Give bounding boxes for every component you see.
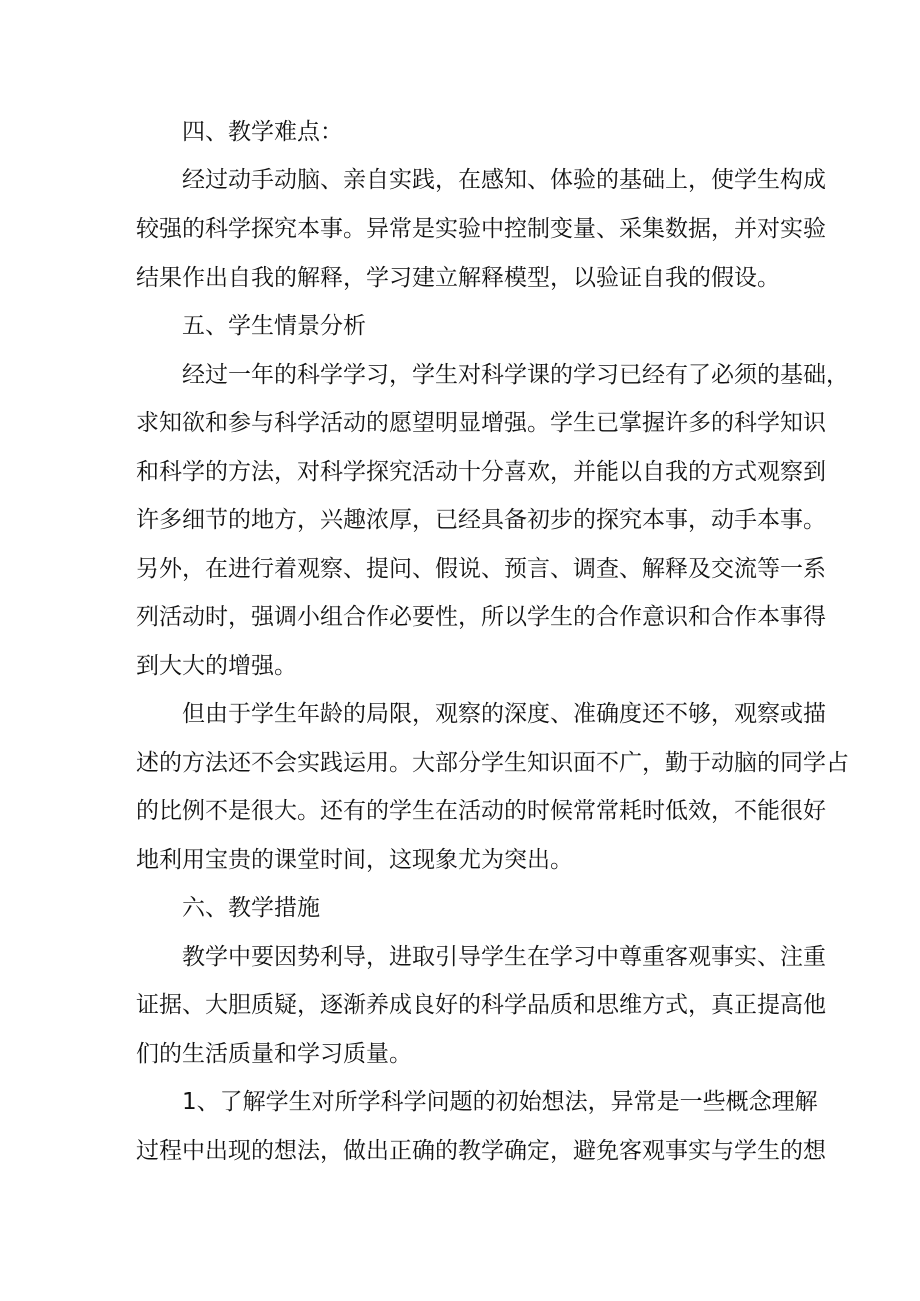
paragraph-line: 但由于学生年龄的局限，观察的深度、准确度还不够，观察或描 — [182, 701, 826, 727]
paragraph-line: 许多细节的地方，兴趣浓厚，已经具备初步的探究本事，动手本事。 — [136, 507, 826, 533]
paragraph-line: 结果作出自我的解释，学习建立解释模型，以验证自我的假设。 — [136, 265, 780, 291]
paragraph-line: 地利用宝贵的课堂时间，这现象尤为突出。 — [136, 847, 573, 873]
paragraph-line: 的比例不是很大。还有的学生在活动的时候常常耗时低效，不能很好 — [136, 798, 826, 824]
paragraph-line: 另外，在进行着观察、提问、假说、预言、调查、解释及交流等一系 — [136, 556, 826, 582]
section-heading-teaching-measures: 六、教学措施 — [182, 895, 320, 921]
paragraph-line: 较强的科学探究本事。异常是实验中控制变量、采集数据，并对实验 — [136, 216, 826, 242]
list-item-line: 过程中出现的想法，做出正确的教学确定，避免客观事实与学生的想 — [136, 1138, 826, 1164]
paragraph-line: 和科学的方法，对科学探究活动十分喜欢，并能以自我的方式观察到 — [136, 459, 826, 485]
paragraph-line: 们的生活质量和学习质量。 — [136, 1041, 412, 1067]
list-item-line: 1、了解学生对所学科学问题的初始想法，异常是一些概念理解 — [182, 1089, 818, 1115]
paragraph-line: 教学中要因势利导，进取引导学生在学习中尊重客观事实、注重 — [182, 944, 826, 970]
section-heading-student-analysis: 五、学生情景分析 — [182, 313, 366, 339]
section-heading-teaching-difficulties: 四、教学难点： — [182, 119, 343, 145]
paragraph-line: 经过一年的科学学习，学生对科学课的学习已经有了必须的基础， — [182, 362, 849, 388]
paragraph-line: 列活动时，强调小组合作必要性，所以学生的合作意识和合作本事得 — [136, 604, 826, 630]
paragraph-line: 经过动手动脑、亲自实践，在感知、体验的基础上，使学生构成 — [182, 167, 826, 193]
paragraph-line: 求知欲和参与科学活动的愿望明显增强。学生已掌握许多的科学知识 — [136, 410, 826, 436]
paragraph-line: 证据、大胆质疑，逐渐养成良好的科学品质和思维方式，真正提高他 — [136, 992, 826, 1018]
paragraph-line: 到大大的增强。 — [136, 653, 297, 679]
paragraph-line: 述的方法还不会实践运用。大部分学生知识面不广，勤于动脑的同学占 — [136, 750, 849, 776]
